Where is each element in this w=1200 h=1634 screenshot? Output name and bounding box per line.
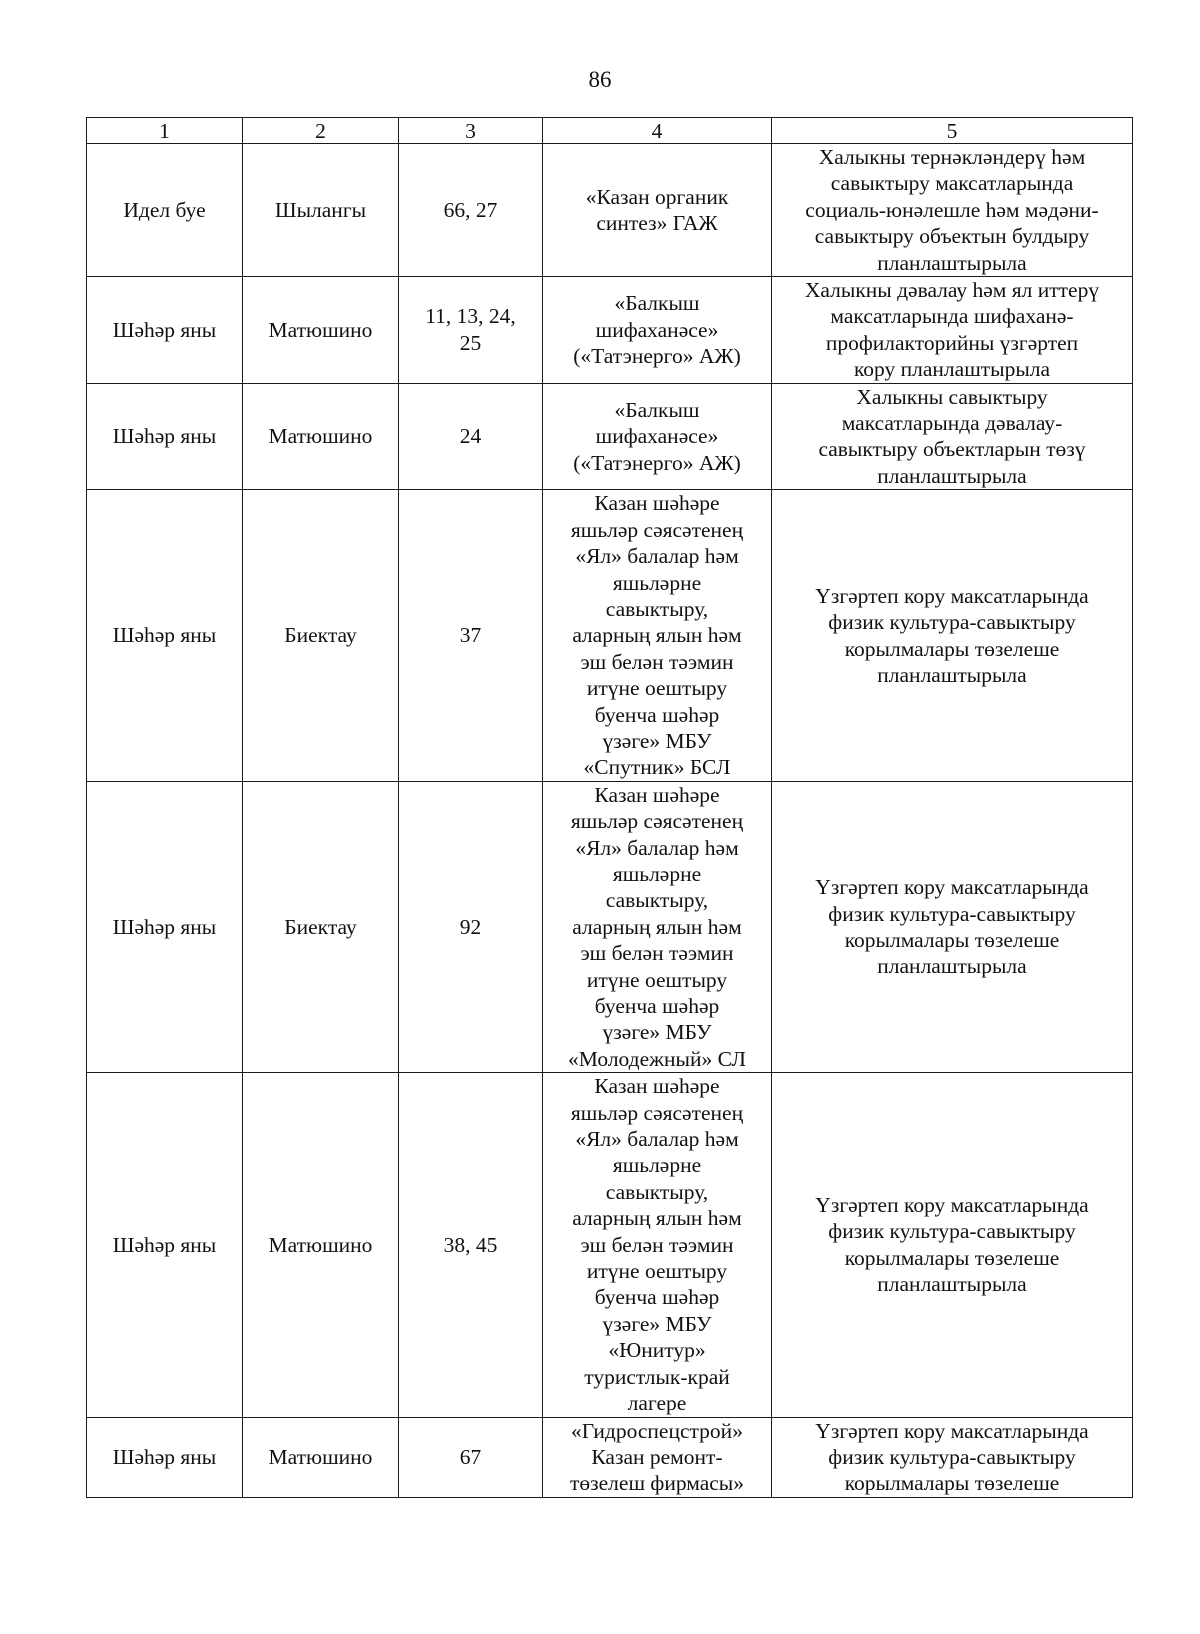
cell-district: Шәһәр яны [87, 490, 243, 781]
cell-district: Шәһәр яны [87, 277, 243, 384]
cell-district: Шәһәр яны [87, 1417, 243, 1497]
cell-organization: «Балкыш шифаханәсе» («Татэнерго» АЖ) [543, 383, 772, 490]
cell-settlement: Шылангы [243, 144, 399, 277]
cell-settlement: Матюшино [243, 277, 399, 384]
column-header-3: 3 [399, 118, 543, 144]
cell-organization: «Балкыш шифаханәсе» («Татэнерго» АЖ) [543, 277, 772, 384]
cell-district: Шәһәр яны [87, 383, 243, 490]
cell-description: Үзгәртеп кору максатларында физик культура-савыктыру корылмалары төзелеше [772, 1417, 1133, 1497]
table-row [87, 1417, 1133, 1497]
cell-settlement: Биектау [243, 781, 399, 1072]
cell-settlement: Матюшино [243, 383, 399, 490]
table-row [87, 144, 1133, 277]
cell-plot-numbers: 38, 45 [399, 1073, 543, 1417]
cell-description: Халыкны савыктыру максатларында дәвалау- савыктыру объектларын төзү планлаштырыла [772, 383, 1133, 490]
table-row [87, 277, 1133, 384]
cell-description: Үзгәртеп кору максатларында физик культура-савыктыру корылмалары төзелеше планлаштырыла [772, 490, 1133, 781]
cell-organization: «Гидроспецстрой» Казан ремонт- төзелеш фирмасы» [543, 1417, 772, 1497]
page-number: 86 [588, 67, 612, 92]
cell-plot-numbers: 11, 13, 24, 25 [399, 277, 543, 384]
cell-description: Халыкны тернәкләндерү һәм савыктыру максатларында социаль-юнәлешле һәм мәдәни- савыктыру объектын булдыру планлаштырыла [772, 144, 1133, 277]
cell-organization: Казан шәһәре яшьләр сәясәтенең «Ял» балалар һәм яшьләрне савыктыру, аларның ялын һәм эш белән тәэмин итүне оештыру буенча шәһәр үзәге» МБУ «Юнитур» туристлык-край лагере [543, 1073, 772, 1417]
cell-organization: Казан шәһәре яшьләр сәясәтенең «Ял» балалар һәм яшьләрне савыктыру, aларның ялын һәм эш белән тәэмин итүне оештыру буенча шәһәр үзәге» МБУ «Спутник» БСЛ [543, 490, 772, 781]
cell-plot-numbers: 67 [399, 1417, 543, 1497]
cell-plot-numbers: 92 [399, 781, 543, 1072]
cell-description: Үзгәртеп кору максатларында физик культура-савыктыру корылмалары төзелеше планлаштырыла [772, 781, 1133, 1072]
table-row [87, 383, 1133, 490]
cell-plot-numbers: 66, 27 [399, 144, 543, 277]
cell-organization: Казан шәһәре яшьләр сәясәтенең «Ял» балалар һәм яшьләрне савыктыру, аларның ялын һәм эш белән тәэмин итүне оештыру буенча шәһәр үзәге» МБУ «Молодежный» СЛ [543, 781, 772, 1072]
cell-description: Үзгәртеп кору максатларында физик культура-савыктыру корылмалары төзелеше планлаштырыла [772, 1073, 1133, 1417]
table-row [87, 781, 1133, 1072]
table-row [87, 1073, 1133, 1417]
column-header-4: 4 [543, 118, 772, 144]
cell-description: Халыкны дәвалау һәм ял иттерү максатларында шифаханә- профилакторийны үзгәртеп кору планлаштырыла [772, 277, 1133, 384]
table-row [87, 490, 1133, 781]
cell-district: Шәһәр яны [87, 781, 243, 1072]
table-header-row [87, 118, 1133, 144]
cell-settlement: Биектау [243, 490, 399, 781]
cell-settlement: Матюшино [243, 1417, 399, 1497]
cell-plot-numbers: 24 [399, 383, 543, 490]
column-header-2: 2 [243, 118, 399, 144]
data-table [86, 117, 1133, 1498]
column-header-1: 1 [87, 118, 243, 144]
cell-plot-numbers: 37 [399, 490, 543, 781]
cell-settlement: Матюшино [243, 1073, 399, 1417]
cell-organization: «Казан органик синтез» ГАЖ [543, 144, 772, 277]
cell-district: Шәһәр яны [87, 1073, 243, 1417]
cell-district: Идел буе [87, 144, 243, 277]
column-header-5: 5 [772, 118, 1133, 144]
